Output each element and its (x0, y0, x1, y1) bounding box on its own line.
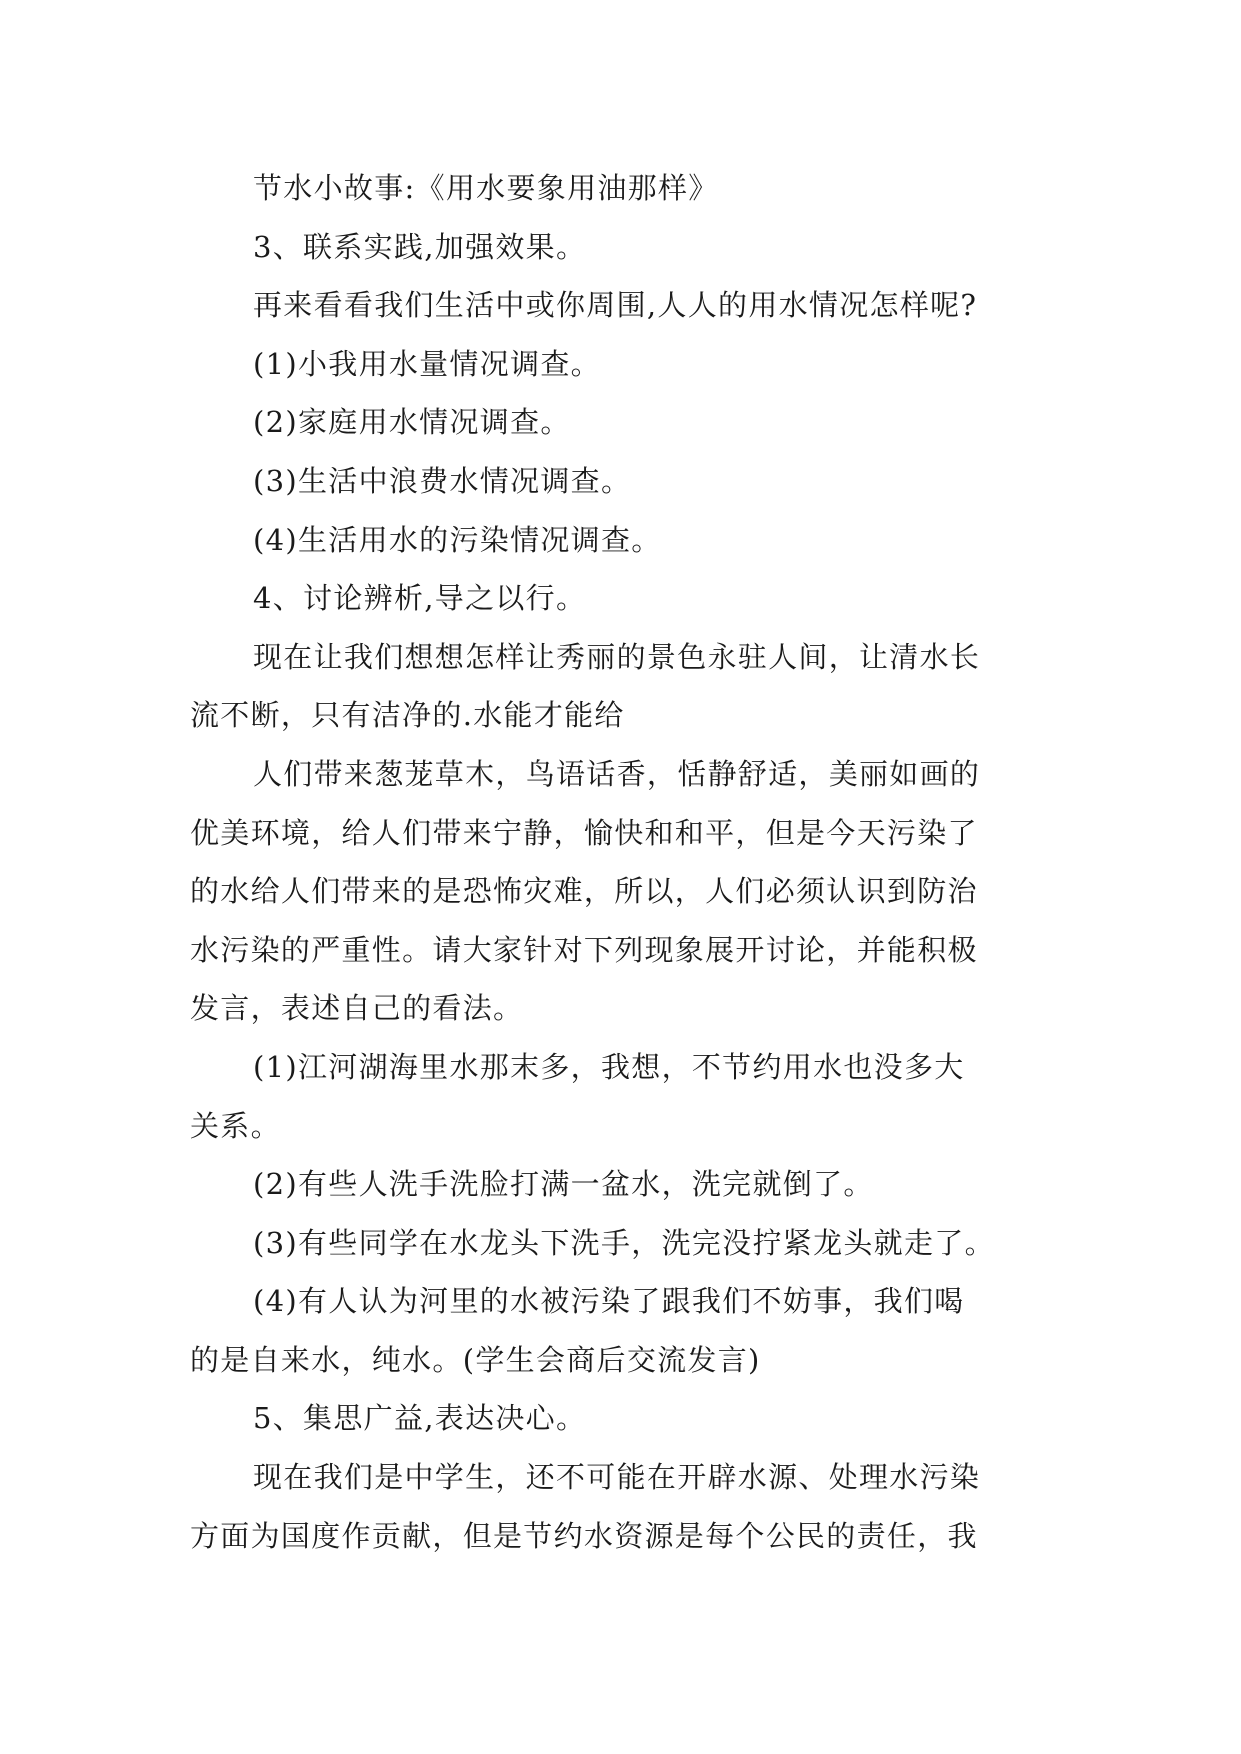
paragraph-discussion-2 (190, 1155, 1050, 1214)
document-body (190, 159, 1050, 1565)
text-line: 流不断，只有洁净的.水能才能给 (190, 698, 625, 733)
paragraph-question (190, 276, 1050, 335)
paragraph-story-title (190, 159, 1050, 218)
text-line: 4、讨论辨析,导之以行。 (253, 581, 587, 616)
paragraph-section-3-heading (190, 218, 1050, 277)
paragraph-discussion-1 (190, 1038, 1050, 1155)
text-line: 5、集思广益,表达决心。 (253, 1401, 587, 1436)
text-line: 节水小故事:《用水要象用油那样》 (253, 171, 719, 205)
text-line: 的水给人们带来的是恐怖灾难，所以，人们必须认识到防治 (190, 874, 978, 909)
text-line: (3)生活中浪费水情况调查。 (253, 463, 632, 498)
text-line: (2)有些人洗手洗脸打满一盆水，洗完就倒了。 (253, 1167, 874, 1202)
text-line: (4)有人认为河里的水被污染了跟我们不妨事，我们喝 (253, 1284, 965, 1319)
text-line: (1)江河湖海里水那末多，我想，不节约用水也没多大 (253, 1049, 965, 1084)
paragraph-survey-2 (190, 393, 1050, 452)
text-line: 现在让我们想想怎样让秀丽的景色永驻人间，让清水长 (253, 639, 981, 674)
text-line: 关系。 (190, 1108, 281, 1143)
text-line: 再来看看我们生活中或你周围,人人的用水情况怎样呢? (253, 288, 978, 323)
text-line: 方面为国度作贡献，但是节约水资源是每个公民的责任，我 (190, 1518, 978, 1553)
text-line: 3、联系实践,加强效果。 (253, 229, 587, 264)
paragraph-survey-3 (190, 452, 1050, 511)
paragraph-section-4-heading (190, 569, 1050, 628)
text-line: (1)小我用水量情况调查。 (253, 346, 601, 381)
text-line: (3)有些同学在水龙头下洗手，洗完没拧紧龙头就走了。 (253, 1225, 995, 1260)
paragraph-discussion-4 (190, 1272, 1050, 1389)
paragraph-responsibility (190, 1448, 1050, 1565)
paragraph-section-5-heading (190, 1389, 1050, 1448)
paragraph-clean-water (190, 628, 1050, 745)
paragraph-pollution (190, 745, 1050, 1038)
text-line: (2)家庭用水情况调查。 (253, 405, 571, 440)
text-line: 的是自来水，纯水。(学生会商后交流发言) (190, 1342, 761, 1377)
paragraph-survey-4 (190, 511, 1050, 570)
text-line: 水污染的严重性。请大家针对下列现象展开讨论，并能积极 (190, 932, 978, 967)
paragraph-discussion-3 (190, 1214, 1050, 1273)
text-line: 人们带来葱茏草木，鸟语话香，恬静舒适，美丽如画的 (253, 756, 981, 791)
text-line: 发言，表述自己的看法。 (190, 991, 524, 1026)
text-line: (4)生活用水的污染情况调查。 (253, 522, 662, 557)
paragraph-survey-1 (190, 335, 1050, 394)
text-line: 现在我们是中学生，还不可能在开辟水源、处理水污染 (253, 1460, 981, 1495)
text-line: 优美环境，给人们带来宁静，愉快和和平，但是今天污染了 (190, 815, 978, 850)
